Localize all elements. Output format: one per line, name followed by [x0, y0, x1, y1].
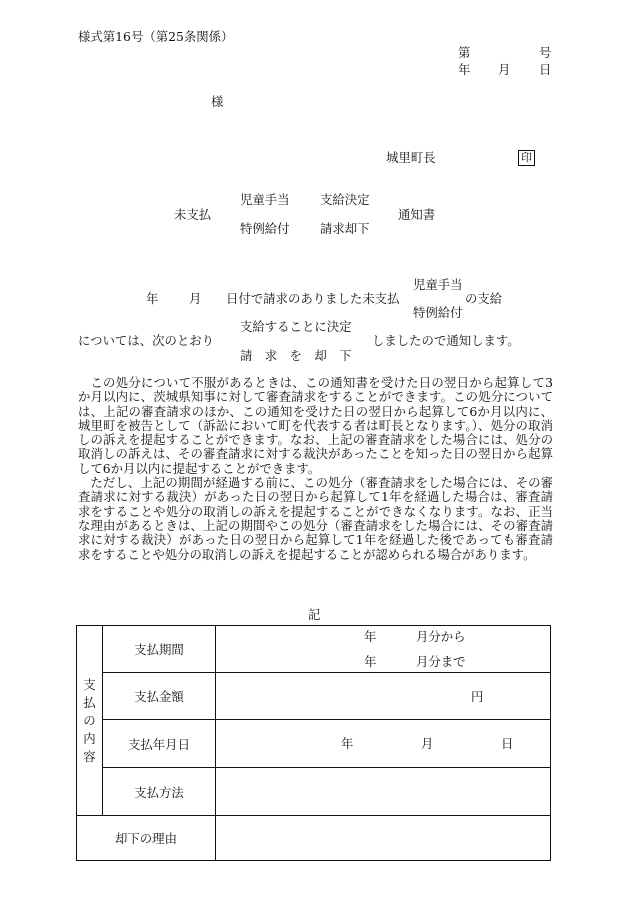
date-label: 支払年月日 [103, 720, 216, 768]
appeal-notice [78, 376, 553, 562]
body-regarding: については、次のとおり [78, 333, 215, 348]
body-month: 月 [189, 291, 202, 306]
title-action-top: 支給決定 [320, 192, 370, 207]
table-row-date [77, 720, 551, 768]
ki-heading: 記 [308, 607, 321, 622]
notice-paragraph-1: この処分について不服があるときは、この通知書を受けた日の翌日から起算して3か月以内に、茨城県知事に対して審査請求をすることができます。この処分については、上記の審査請求のほか、この通知を受けた日の翌日から起算して6か月以内に、城里町を被告として（訴訟において町を代表する者は町長となります。）、処分の取消しの訴えを提起することができます。なお、上記の審査請求をした場合には、処分の取消しの訴えは、その審査請求に対する裁決があったことを知った日の翌日から起算して6か月以内に提起することができます。 [78, 375, 553, 476]
rejection-label: 却下の理由 [77, 816, 216, 861]
payment-details-table [76, 625, 551, 861]
title-suffix: 通知書 [398, 207, 436, 222]
body-date-suffix: 日付で請求のありました未支払 [226, 291, 400, 306]
body-decision-bottom: 請 求 を 却 下 [240, 348, 352, 363]
method-label: 支払方法 [103, 768, 216, 816]
doc-date-year: 年 [458, 62, 471, 77]
body-ending: しましたので通知します。 [372, 333, 520, 348]
seal-stamp: 印 [518, 150, 535, 166]
amount-value[interactable]: 円 [216, 673, 551, 720]
notice-paragraph-2: ただし、上記の期間が経過する前に、この処分（審査請求をした場合には、その審査請求に対する裁決）があった日の翌日から起算して1年を経過した場合は、審査請求をすることや処分の取消しの訴えを提起することができなくなります。なお、正当な理由があるときは、上記の期間やこの処分（審査請求をした場合には、その審査請求に対する裁決）があった日の翌日から起算して1年を経過した後であっても審査請求をすることや処分の取消しの訴えを提起することが認められる場合があります。 [78, 475, 553, 562]
table-row-method [77, 768, 551, 816]
body-payment: の支給 [465, 291, 503, 306]
body-decision-top: 支給することに決定 [240, 319, 352, 334]
body-year: 年 [146, 291, 159, 306]
title-kind-bottom: 特例給付 [240, 221, 290, 236]
issuer-title: 城里町長 [386, 150, 436, 165]
period-label: 支払期間 [103, 626, 216, 673]
amount-label: 支払金額 [103, 673, 216, 720]
method-value[interactable] [216, 768, 551, 816]
addressee-suffix: 様 [211, 94, 224, 109]
doc-number-go: 号 [539, 45, 552, 60]
doc-date-month: 月 [498, 62, 511, 77]
title-action-bottom: 請求却下 [320, 221, 370, 236]
period-value[interactable]: 年 月分から 年 月分まで [216, 626, 551, 673]
title-kind-top: 児童手当 [240, 192, 290, 207]
doc-date-day: 日 [539, 62, 552, 77]
date-value[interactable]: 年 月 日 [216, 720, 551, 768]
payment-contents-label: 支 払 の 内 容 [77, 626, 103, 816]
table-row-rejection [77, 816, 551, 861]
table-row-period [77, 626, 551, 673]
title-prefix: 未支払 [174, 207, 212, 222]
form-header: 様式第16号（第25条関係） [78, 29, 234, 44]
rejection-value[interactable] [216, 816, 551, 861]
table-row-amount [77, 673, 551, 720]
body-kind-bottom: 特例給付 [413, 305, 463, 320]
body-kind-top: 児童手当 [413, 277, 463, 292]
doc-number-dai: 第 [458, 45, 471, 60]
